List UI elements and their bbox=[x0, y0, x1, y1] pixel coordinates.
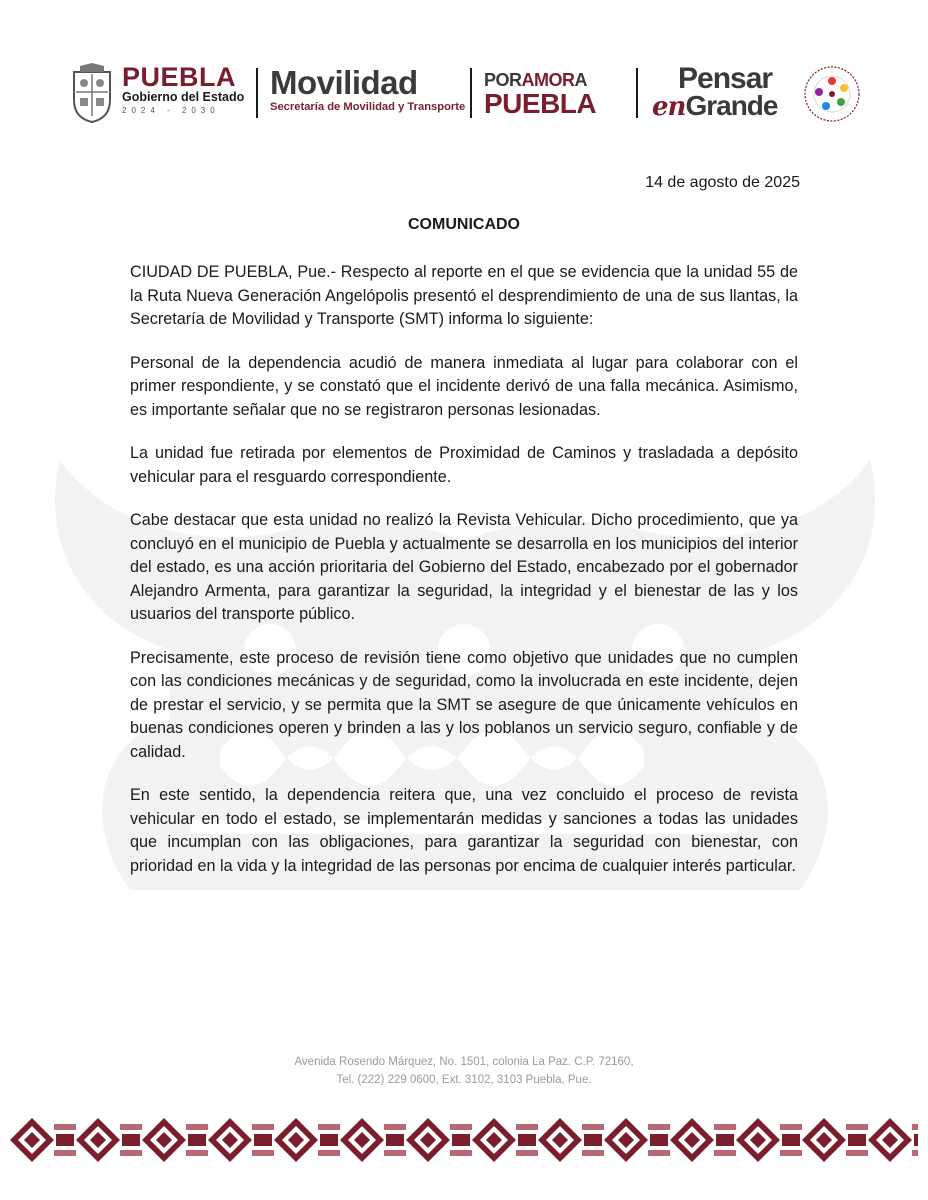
paragraph: Personal de la dependencia acudió de manera inmediata al lugar para colaborar con el primer respondiente, y se constató que el incidente derivó de una falla mecánica. Asimismo, es importante señalar que no se registraron personas lesionadas. bbox=[130, 353, 798, 419]
paragraph: Precisamente, este proceso de revisión tiene como objetivo que unidades que no cumplen con las condiciones mecánicas y de seguridad, como la involucrada en este incidente, dejen de prestar el servicio, y se permita que la SMT se asegure de que únicamente vehículos en buenas condiciones operen y brinden a las y los poblanos un servicio seguro, confiable y de calidad. bbox=[130, 648, 798, 761]
grande-word: Grande bbox=[685, 90, 778, 121]
header-logos bbox=[70, 58, 870, 130]
header-divider bbox=[636, 68, 638, 118]
en-word: en bbox=[652, 92, 686, 122]
puebla-logo-name: PUEBLA bbox=[122, 62, 237, 92]
phone-line: Tel. (222) 229 0600, Ext. 3102, 3103 Puebla, Pue. bbox=[336, 1074, 592, 1086]
document-title: COMUNICADO bbox=[408, 216, 520, 233]
puebla-logo-subtitle: Gobierno del Estado bbox=[122, 90, 245, 104]
header-divider bbox=[256, 68, 258, 118]
address-line: Avenida Rosendo Márquez, No. 1501, colonia La Paz. C.P. 72160, bbox=[294, 1056, 634, 1068]
amor-word: AMOR bbox=[521, 70, 575, 90]
puebla-word: PUEBLA bbox=[484, 88, 597, 119]
document-date: 14 de agosto de 2025 bbox=[645, 174, 800, 191]
paragraph: CIUDAD DE PUEBLA, Pue.- Respecto al reporte en el que se evidencia que la unidad 55 de la Ruta Nueva Generación Angelópolis presentó el desprendimiento de una de sus llantas, la Secretaría de Movilidad y Transporte (SMT) informa lo siguiente: bbox=[130, 263, 798, 328]
paragraph: Cabe destacar que esta unidad no realizó la Revista Vehicular. Dicho procedimiento, que ya concluyó en el municipio de Puebla y actualmente se desarrolla en los municipios del interior del estado, es una acción prioritaria del Gobierno del Estado, encabezado por el gobernador Alejandro Armenta, para garantizar la seguridad, la integridad y el bienestar de las y los usuarios del transporte público. bbox=[130, 511, 798, 623]
document-body bbox=[130, 261, 798, 898]
puebla-gobierno-logo bbox=[122, 64, 244, 116]
paragraph: La unidad fue retirada por elementos de Proximidad de Caminos y trasladada a depósito vehicular para el resguardo correspondiente. bbox=[130, 444, 798, 486]
pensar-en-grande-logo bbox=[652, 62, 778, 122]
decorative-border-pattern bbox=[10, 1100, 918, 1180]
movilidad-logo-subtitle: Secretaría de Movilidad y Transporte bbox=[270, 101, 466, 113]
footer-address bbox=[0, 1053, 928, 1089]
header-divider bbox=[470, 68, 472, 118]
puebla-crest-icon bbox=[70, 62, 114, 124]
movilidad-logo bbox=[270, 66, 465, 114]
circular-seal-icon bbox=[802, 64, 862, 124]
a-word: A bbox=[574, 70, 588, 90]
movilidad-logo-name: Movilidad bbox=[270, 64, 418, 101]
por-word: POR bbox=[484, 70, 522, 90]
puebla-logo-period: 2024 - 2030 bbox=[122, 106, 220, 115]
paragraph: En este sentido, la dependencia reitera que, una vez concluido el proceso de revista vehicular en todo el estado, se implementarán medidas y sanciones a todas las unidades que incumplan con las obligaciones, para garantizar la seguridad con bienestar, con prioridad en la vida y la integridad de las personas por encima de cualquier interés particular. bbox=[130, 786, 798, 875]
pensar-word: Pensar bbox=[678, 62, 773, 95]
por-amor-a-puebla-logo bbox=[484, 70, 596, 118]
